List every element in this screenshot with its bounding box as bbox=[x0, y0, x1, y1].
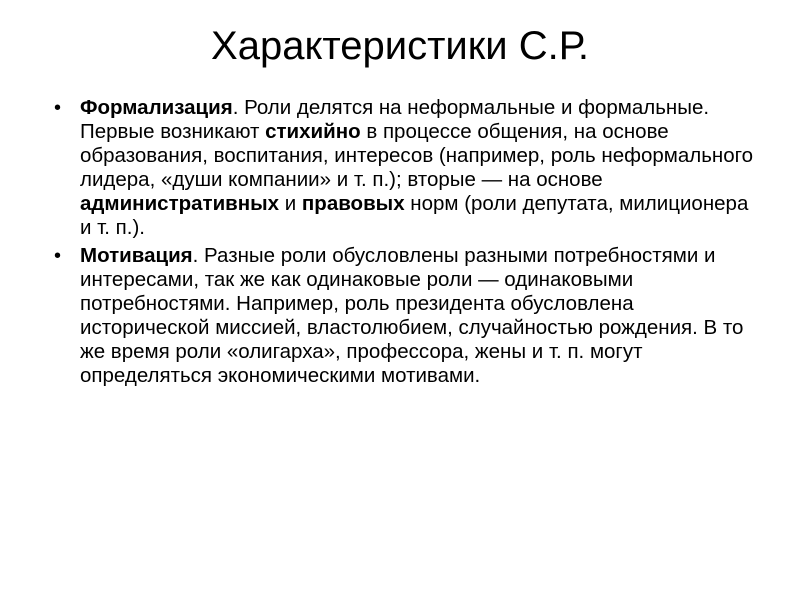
bullet-text: . Роли делятся на неформальные и формальные. Первые возникают bbox=[80, 96, 710, 143]
bullet-list bbox=[54, 96, 754, 392]
bullet-text: и bbox=[279, 192, 302, 215]
bullet-marker-icon: • bbox=[54, 97, 62, 119]
bullet-item-formalization bbox=[54, 96, 754, 240]
slide-title: Характеристики С.Р. bbox=[211, 24, 589, 68]
bullet-emphasis: правовых bbox=[301, 192, 405, 215]
bullet-emphasis: стихийно bbox=[265, 120, 361, 143]
bullet-text: . Разные роли обусловлены разными потребностями и интересами, так же как одинаковые роли — одинаковыми потребностями. Например, роль президента обусловлена исторической миссией, властолюбием, случайностью рождения. В то же время роли «олигарха», профессора, жены и т. п. могут определяться экономическими мотивами. bbox=[80, 244, 744, 387]
bullet-emphasis: административных bbox=[80, 192, 280, 215]
bullet-text: в процессе общения, на основе образования, воспитания, интересов (например, роль неформального лидера, «души компании» и т. п.); вторые — на основе bbox=[80, 120, 754, 191]
bullet-marker-icon: • bbox=[54, 245, 62, 267]
bullet-item-motivation bbox=[54, 244, 754, 388]
bullet-text: норм (роли депутата, милиционера и т. п.). bbox=[80, 192, 749, 239]
bullet-term: Формализация bbox=[80, 96, 233, 119]
bullet-term: Мотивация bbox=[80, 244, 193, 267]
